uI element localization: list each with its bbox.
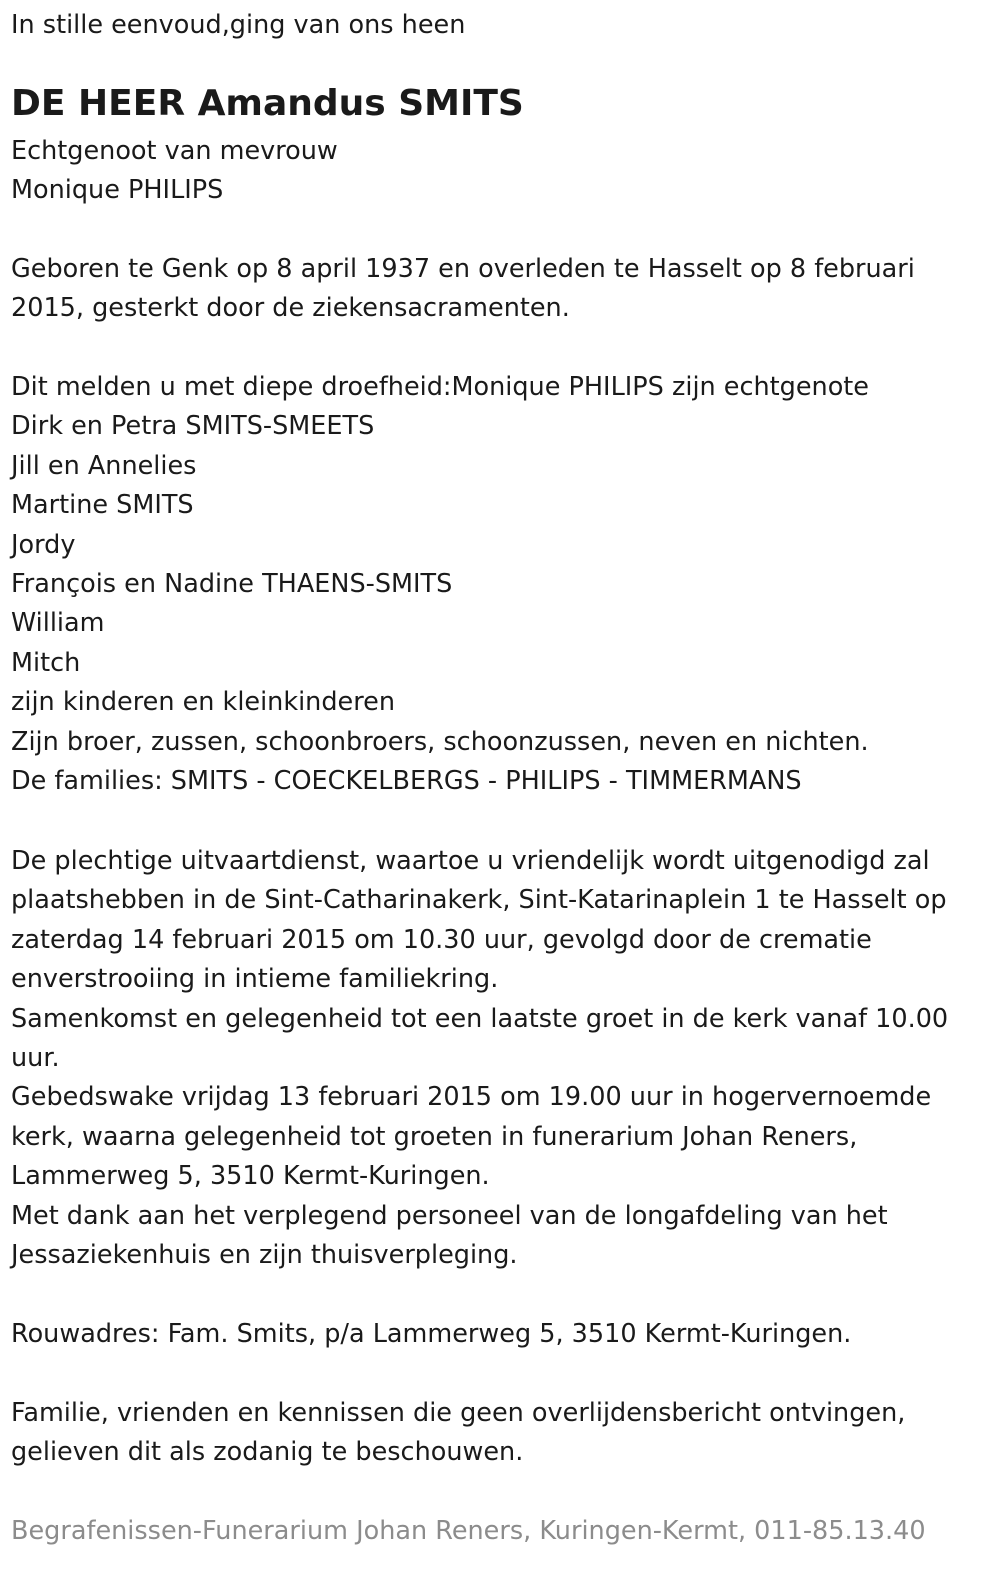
family-line: Martine SMITS <box>11 490 194 521</box>
service-line: De plechtige uitvaartdienst, waartoe u vriendelijk wordt uitgenodigd zal <box>11 846 930 876</box>
birth-death-line: Geboren te Genk op 8 april 1937 en overleden te Hasselt op 8 februari <box>11 254 915 284</box>
service-line: Lammerweg 5, 3510 Kermt-Kuringen. <box>11 1161 490 1192</box>
family-line: Zijn broer, zussen, schoonbroers, schoonzussen, neven en nichten. <box>11 726 869 757</box>
birth-death-section <box>11 250 915 329</box>
service-line: Jessaziekenhuis en zijn thuisverpleging. <box>11 1240 518 1271</box>
birth-death-line: 2015, gesterkt door de ziekensacramenten. <box>11 293 570 324</box>
service-line: Samenkomst en gelegenheid tot een laatste groet in de kerk vanaf 10.00 <box>11 1003 949 1034</box>
intro-text: In stille eenvoud,ging van ons heen <box>11 10 466 40</box>
family-line: zijn kinderen en kleinkinderen <box>11 687 395 718</box>
mourning-address-line: Rouwadres: Fam. Smits, p/a Lammerweg 5, 3510 Kermt-Kuringen. <box>11 1319 852 1349</box>
funeral-home-footer: Begrafenissen-Funerarium Johan Reners, Kuringen-Kermt, 011-85.13.40 <box>11 1516 926 1546</box>
spouse-line: Monique PHILIPS <box>11 175 224 206</box>
spouse-line: Echtgenoot van mevrouw <box>11 136 338 166</box>
service-section <box>11 842 948 1275</box>
closing-note-section <box>11 1394 905 1473</box>
family-line: Dit melden u met diepe droefheid:Monique PHILIPS zijn echtgenote <box>11 372 869 402</box>
service-line: Met dank aan het verplegend personeel van de longafdeling van het <box>11 1200 888 1231</box>
family-line: William <box>11 608 105 639</box>
service-line: enverstrooiing in intieme familiekring. <box>11 964 499 995</box>
service-line: uur. <box>11 1043 60 1074</box>
closing-note-line: gelieven dit als zodanig te beschouwen. <box>11 1437 524 1468</box>
family-line: De families: SMITS - COECKELBERGS - PHILIPS - TIMMERMANS <box>11 766 802 797</box>
family-line: Dirk en Petra SMITS-SMEETS <box>11 411 375 442</box>
service-line: kerk, waarna gelegenheid tot groeten in funerarium Johan Reners, <box>11 1121 858 1152</box>
service-line: plaatshebben in de Sint-Catharinakerk, Sint-Katarinaplein 1 te Hasselt op <box>11 885 947 916</box>
family-section <box>11 368 869 801</box>
closing-note-line: Familie, vrienden en kennissen die geen overlijdensbericht ontvingen, <box>11 1398 906 1428</box>
deceased-name: DE HEER Amandus SMITS <box>11 83 524 124</box>
spouse-section <box>11 132 338 211</box>
family-line: Jordy <box>11 529 76 560</box>
mourning-address-section <box>11 1315 851 1354</box>
family-line: Jill en Annelies <box>11 450 197 481</box>
family-line: François en Nadine THAENS-SMITS <box>11 569 453 600</box>
family-line: Mitch <box>11 647 81 678</box>
service-line: zaterdag 14 februari 2015 om 10.30 uur, gevolgd door de crematie <box>11 924 872 955</box>
service-line: Gebedswake vrijdag 13 februari 2015 om 19.00 uur in hogervernoemde <box>11 1082 932 1113</box>
